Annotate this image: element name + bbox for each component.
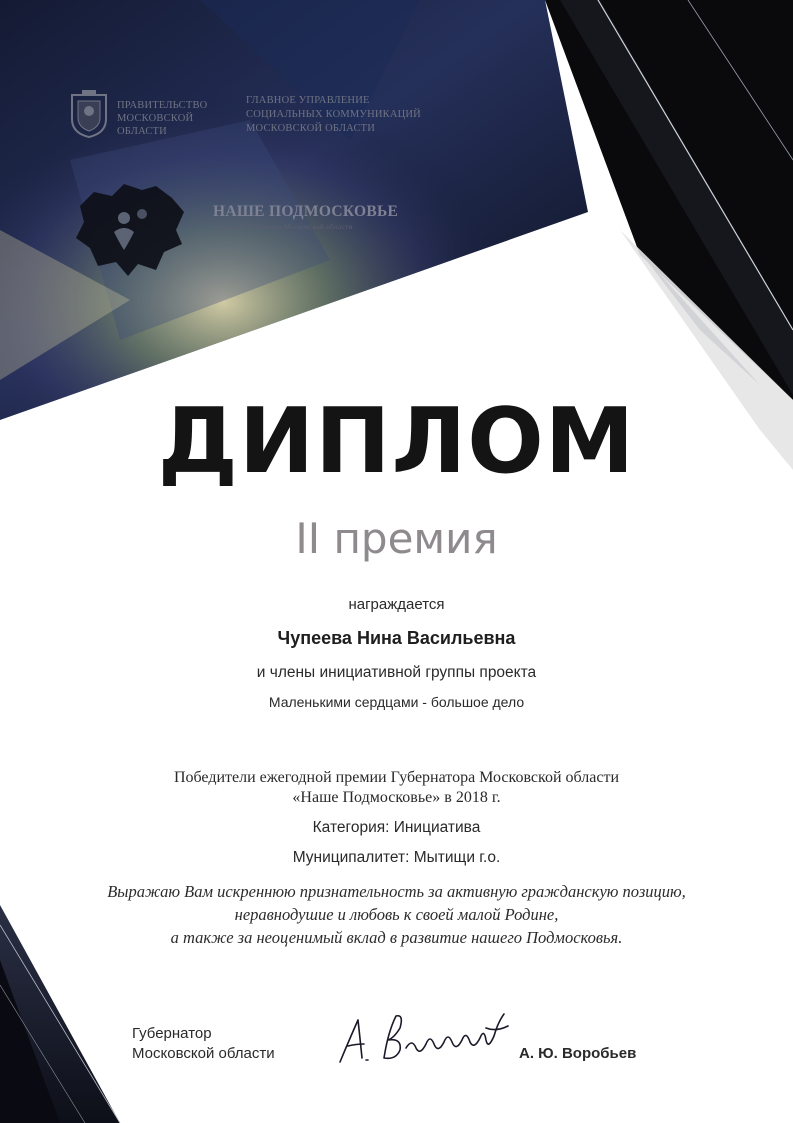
- coat-of-arms-emblem: [68, 89, 110, 139]
- department-name-line3: МОСКОВСКОЙ ОБЛАСТИ: [246, 123, 376, 134]
- brand-subtitle: премия Губернатора Московской области: [213, 222, 353, 231]
- gratitude-line1: Выражаю Вам искреннюю признательность за активную гражданскую позицию,: [107, 882, 686, 901]
- municipality-text: Муниципалитет: Мытищи г.о.: [292, 849, 501, 866]
- group-members-text: и члены инициативной группы проекта: [256, 664, 537, 681]
- government-name-line1: ПРАВИТЕЛЬСТВО: [117, 100, 208, 111]
- brand-name: НАШЕ ПОДМОСКОВЬЕ: [213, 203, 399, 220]
- handwritten-signature: [336, 1008, 512, 1070]
- project-name: Маленькими сердцами - большое дело: [268, 694, 525, 710]
- government-name-line3: ОБЛАСТИ: [117, 126, 167, 137]
- signer-name: А. Ю. Воробьев: [519, 1045, 637, 1062]
- department-name-line1: ГЛАВНОЕ УПРАВЛЕНИЕ: [246, 95, 370, 106]
- prize-label: II премия: [295, 514, 498, 563]
- signer-title-line1: Губернатор: [132, 1025, 212, 1042]
- gratitude-line3: а также за неоценимый вклад в развитие нашего Подмосковья.: [170, 928, 623, 947]
- signer-title-line2: Московской области: [132, 1045, 275, 1062]
- winners-text-line1: Победители ежегодной премии Губернатора Московской области: [173, 769, 620, 786]
- government-name-line2: МОСКОВСКОЙ: [117, 113, 194, 124]
- gratitude-line2: неравнодушие и любовь к своей малой Родине,: [234, 905, 559, 924]
- category-text: Категория: Инициатива: [312, 819, 481, 836]
- department-name-line2: СОЦИАЛЬНЫХ КОММУНИКАЦИЙ: [246, 109, 421, 120]
- region-map-logo: [72, 178, 190, 278]
- diploma-title: ДИПЛОМ: [157, 389, 636, 494]
- recipient-name: Чупеева Нина Васильевна: [277, 628, 516, 648]
- awarded-label: награждается: [348, 596, 445, 613]
- winners-text-line2: «Наше Подмосковье» в 2018 г.: [292, 789, 501, 806]
